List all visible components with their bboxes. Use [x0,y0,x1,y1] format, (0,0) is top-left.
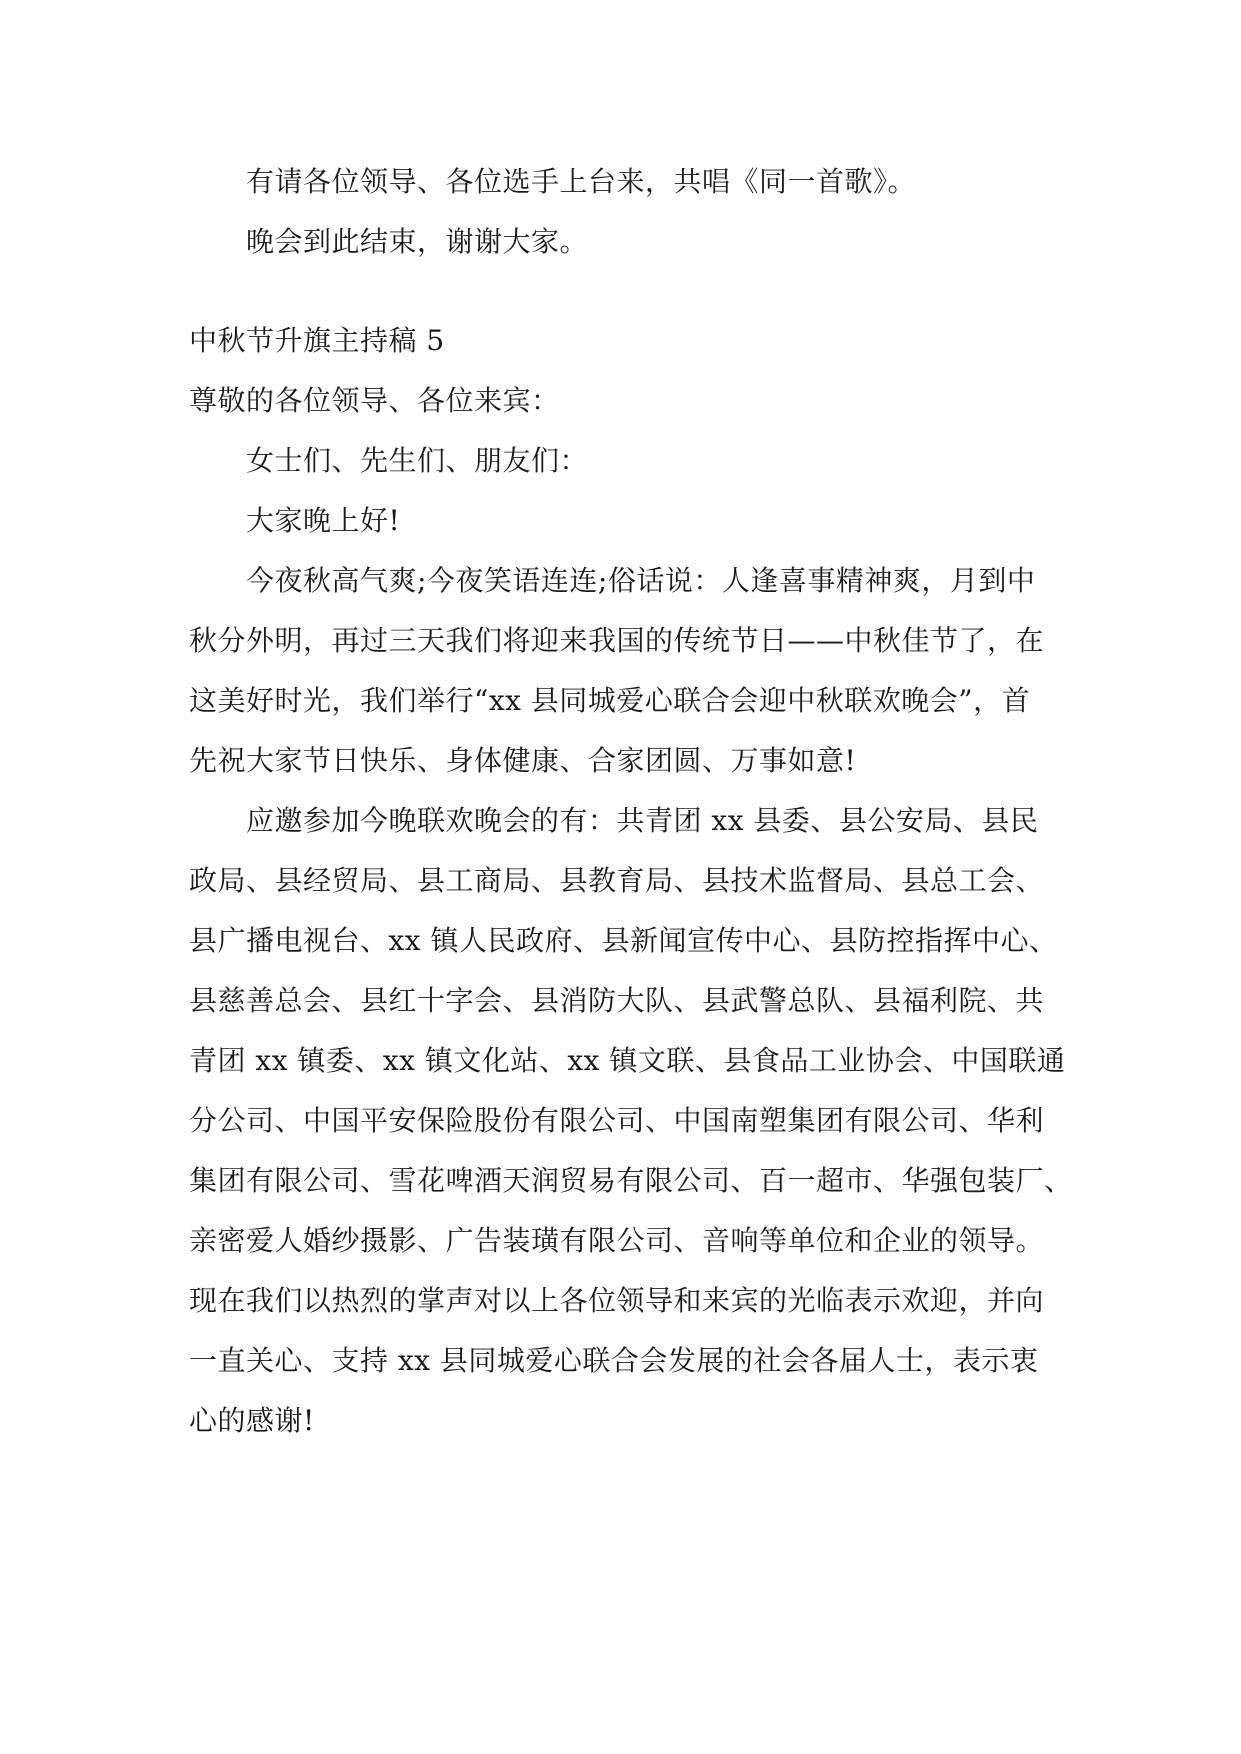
paragraph-2-line: 县广播电视台、xx 镇人民政府、县新闻宣传中心、县防控指挥中心、 [189,924,1058,957]
section-5 [189,311,1073,1451]
paragraph-2-line: 集团有限公司、雪花啤酒天润贸易有限公司、百一超市、华强包装厂、 [189,1164,1073,1197]
paragraph-2-line: 心的感谢! [189,1404,315,1437]
paragraph-2-line: 亲密爱人婚纱摄影、广告装璜有限公司、音响等单位和企业的领导。 [189,1224,1045,1257]
paragraph-1-line: 秋分外明，再过三天我们将迎来我国的传统节日——中秋佳节了，在 [189,624,1045,657]
paragraph-1-line: 先祝大家节日快乐、身体健康、合家团圆、万事如意! [189,744,857,777]
paragraph-1-line: 这美好时光，我们举行“xx 县同城爱心联合会迎中秋联欢晚会”，首 [189,684,1031,717]
greeting-line-2: 大家晚上好! [246,504,401,537]
paragraph-2-line: 县慈善总会、县红十字会、县消防大队、县武警总队、县福利院、共 [189,984,1045,1017]
closing-line-1: 有请各位领导、各位选手上台来，共唱《同一首歌》。 [246,165,917,198]
paragraph-2-line: 政局、县经贸局、县工商局、县教育局、县技术监督局、县总工会、 [189,864,1045,897]
paragraph-2-line: 分公司、中国平安保险股份有限公司、中国南塑集团有限公司、华利 [189,1104,1045,1137]
paragraph-2-line: 一直关心、支持 xx 县同城爱心联合会发展的社会各届人士，表示衷 [189,1344,1039,1377]
paragraph-2-line: 现在我们以热烈的掌声对以上各位领导和来宾的光临表示欢迎，并向 [189,1284,1045,1317]
paragraph-2-line: 应邀参加今晚联欢晚会的有：共青团 xx 县委、县公安局、县民 [246,804,1039,837]
closing-block [189,152,1069,272]
salutation: 尊敬的各位领导、各位来宾： [189,384,560,417]
paragraph-1-line: 今夜秋高气爽;今夜笑语连连;俗话说：人逢喜事精神爽，月到中 [246,564,1036,597]
section-heading: 中秋节升旗主持稿 5 [189,324,445,357]
closing-line-2: 晚会到此结束，谢谢大家。 [246,225,589,258]
paragraph-2-line: 青团 xx 镇委、xx 镇文化站、xx 镇文联、县食品工业协会、中国联通 [189,1044,1066,1077]
greeting-line-1: 女士们、先生们、朋友们： [246,444,589,477]
